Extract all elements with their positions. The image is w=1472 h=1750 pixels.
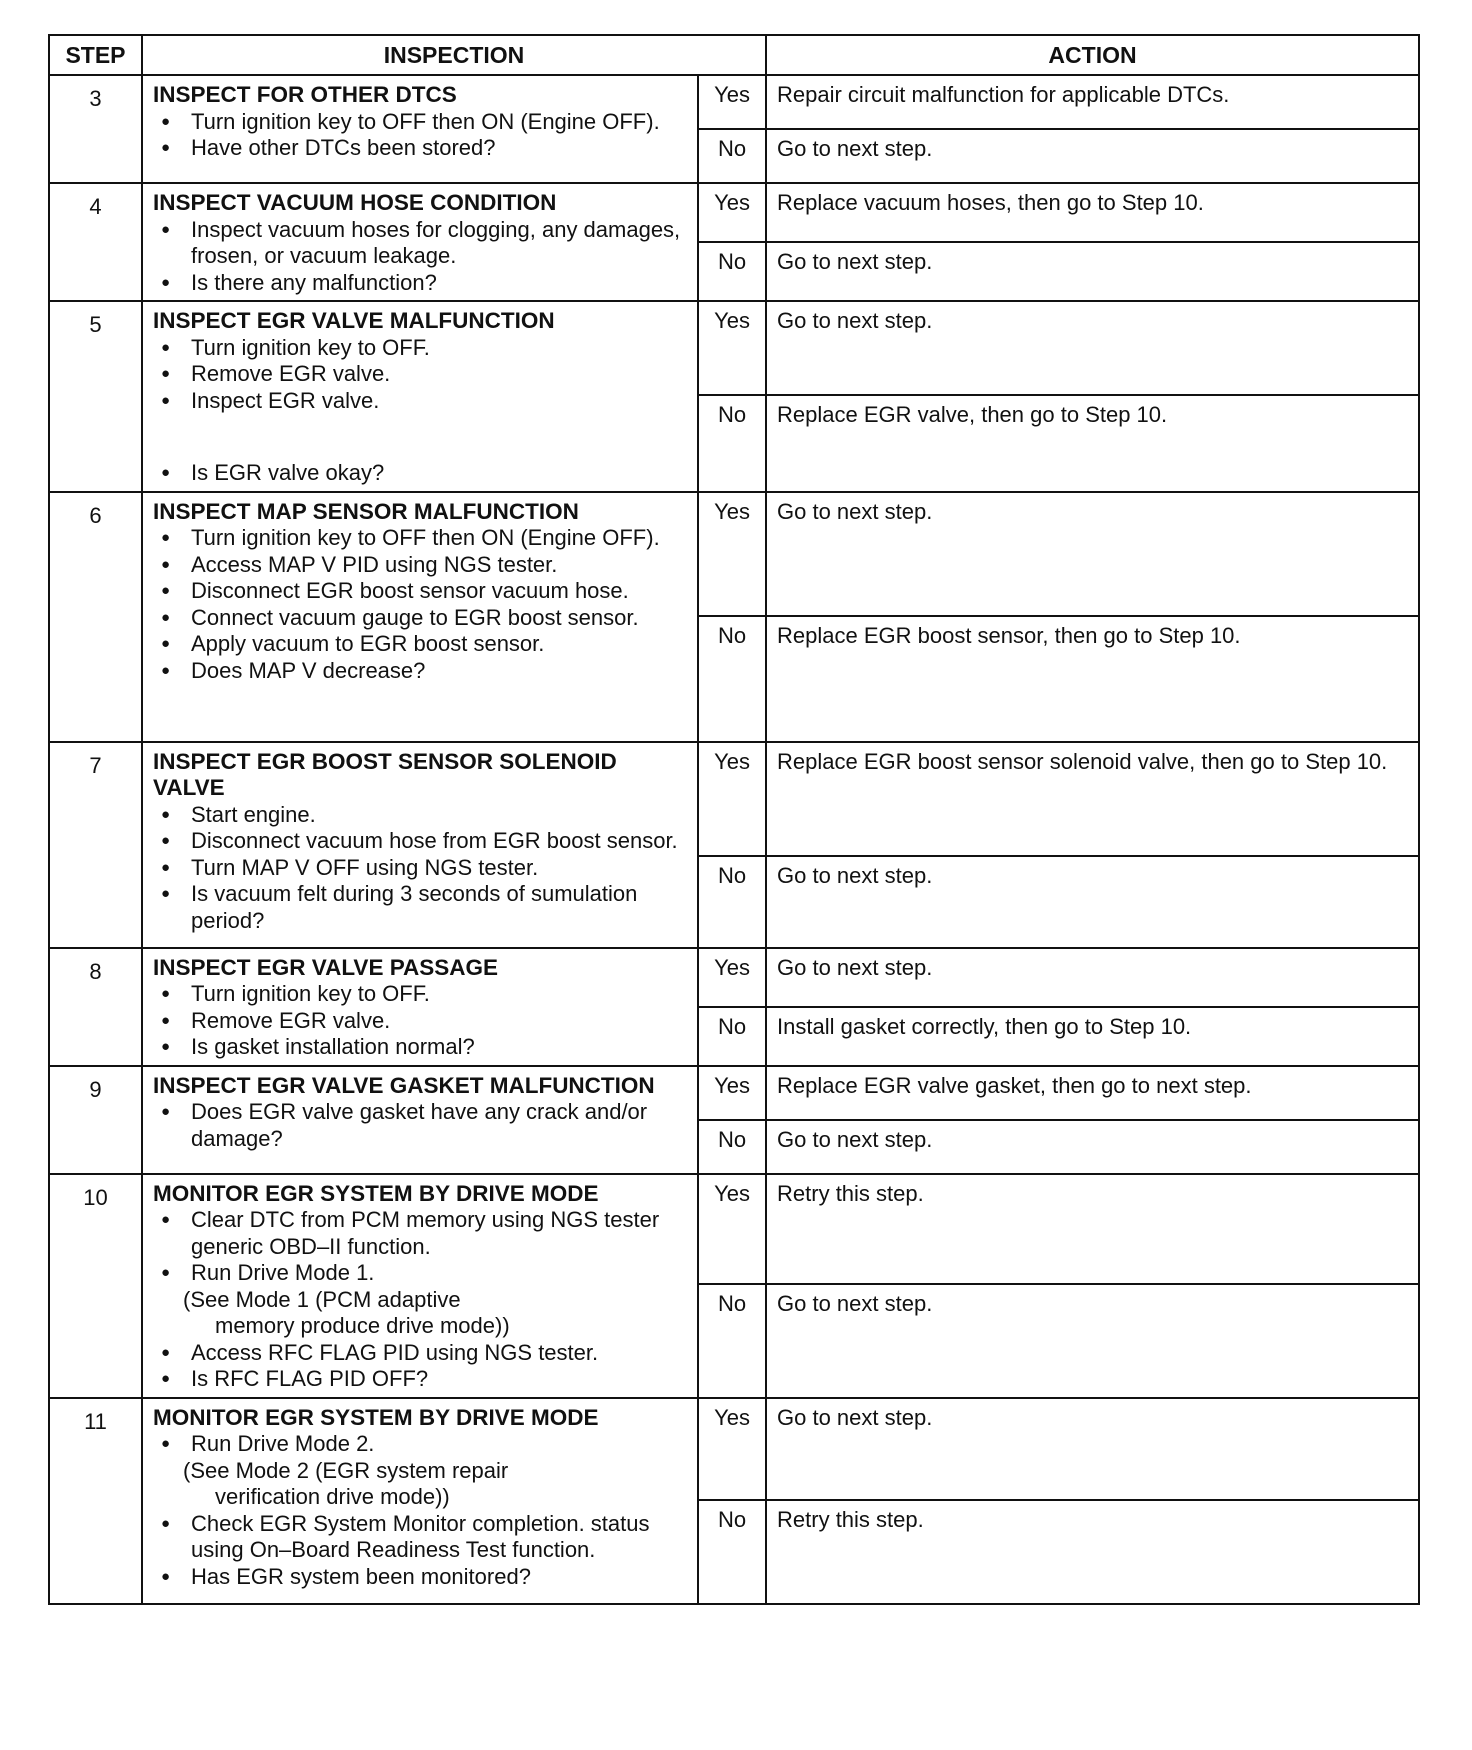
list-item: ● Turn ignition key to OFF.: [191, 981, 689, 1008]
no-action: Replace EGR valve, then go to Step 10.: [766, 395, 1419, 491]
inspection-table: [48, 34, 1420, 1605]
inspection-title: INSPECT EGR VALVE GASKET MALFUNCTION: [153, 1072, 655, 1098]
drive-mode-note: memory produce drive mode)): [215, 1313, 510, 1338]
inspection-list: [153, 1511, 689, 1591]
list-item: ● Turn ignition key to OFF then ON (Engine OFF).: [191, 109, 689, 136]
no-action: Install gasket correctly, then go to Step 10.: [766, 1007, 1419, 1066]
list-item: ● Remove EGR valve.: [191, 361, 689, 388]
table-header-row: [49, 35, 1419, 75]
yes-action: Repair circuit malfunction for applicable DTCs.: [766, 75, 1419, 129]
spacer: [153, 414, 689, 460]
list-item: ● Does MAP V decrease?: [191, 658, 689, 685]
inspection-title: INSPECT EGR VALVE MALFUNCTION: [153, 308, 555, 333]
list-item: ● Clear DTC from PCM memory using NGS tester generic OBD–II function.: [191, 1207, 689, 1260]
no-action: Go to next step.: [766, 1284, 1419, 1397]
list-item: ● Is gasket installation normal?: [191, 1034, 689, 1061]
step-number: 3: [49, 75, 142, 183]
list-item: ● Apply vacuum to EGR boost sensor.: [191, 631, 689, 658]
inspection-list: [153, 1207, 689, 1287]
table-row: [49, 492, 1419, 616]
list-item: ● Turn ignition key to OFF.: [191, 335, 689, 362]
table-row: [49, 183, 1419, 242]
step-number: 7: [49, 742, 142, 948]
yes-action: Replace EGR boost sensor solenoid valve, then go to Step 10.: [766, 742, 1419, 856]
drive-mode-note: (See Mode 1 (PCM adaptive: [183, 1286, 461, 1312]
list-item: ● Run Drive Mode 1.: [191, 1260, 689, 1287]
table-row: [49, 1398, 1419, 1500]
step-number: 8: [49, 948, 142, 1066]
yes-label: Yes: [698, 948, 766, 1007]
list-item: ● Turn ignition key to OFF then ON (Engine OFF).: [191, 525, 689, 552]
header-step: STEP: [49, 35, 142, 75]
yes-label: Yes: [698, 742, 766, 856]
inspection-list: [153, 460, 689, 487]
table-row: [49, 75, 1419, 129]
inspection-cell: [142, 1066, 698, 1174]
list-item: ● Access MAP V PID using NGS tester.: [191, 552, 689, 579]
no-action: Go to next step.: [766, 856, 1419, 948]
drive-mode-note: verification drive mode)): [215, 1484, 450, 1509]
yes-action: Replace EGR valve gasket, then go to next step.: [766, 1066, 1419, 1120]
inspection-cell: [142, 1398, 698, 1604]
yes-action: Retry this step.: [766, 1174, 1419, 1285]
diagnostic-procedure-page: [48, 34, 1418, 1605]
no-label: No: [698, 242, 766, 301]
list-item: ● Has EGR system been monitored?: [191, 1564, 689, 1591]
list-item: ● Start engine.: [191, 802, 689, 829]
inspection-list: [153, 802, 689, 935]
yes-label: Yes: [698, 1398, 766, 1500]
inspection-cell: [142, 742, 698, 948]
inspection-title: INSPECT EGR BOOST SENSOR SOLENOID VALVE: [153, 748, 617, 800]
inspection-cell: [142, 492, 698, 742]
inspection-title: MONITOR EGR SYSTEM BY DRIVE MODE: [153, 1404, 599, 1430]
yes-label: Yes: [698, 492, 766, 616]
inspection-list: [153, 335, 689, 415]
list-item: ● Is RFC FLAG PID OFF?: [191, 1366, 689, 1393]
inspection-list: [153, 525, 689, 684]
list-item: ● Run Drive Mode 2.: [191, 1431, 689, 1458]
inspection-title: INSPECT FOR OTHER DTCS: [153, 82, 457, 107]
no-label: No: [698, 1284, 766, 1397]
list-item: ● Inspect EGR valve.: [191, 388, 689, 415]
list-item: ● Disconnect EGR boost sensor vacuum hose.: [191, 578, 689, 605]
table-row: [49, 301, 1419, 395]
step-number: 4: [49, 183, 142, 301]
list-item: ● Inspect vacuum hoses for clogging, any damages, frosen, or vacuum leakage.: [191, 217, 689, 270]
no-label: No: [698, 1007, 766, 1066]
inspection-cell: [142, 948, 698, 1066]
inspection-list: [153, 217, 689, 297]
inspection-list: [153, 109, 689, 162]
list-item: ● Is vacuum felt during 3 seconds of sumulation period?: [191, 881, 689, 934]
yes-label: Yes: [698, 1174, 766, 1285]
inspection-cell: [142, 301, 698, 492]
list-item: ● Turn MAP V OFF using NGS tester.: [191, 855, 689, 882]
inspection-cell: [142, 183, 698, 301]
no-action: Go to next step.: [766, 242, 1419, 301]
yes-action: Go to next step.: [766, 1398, 1419, 1500]
inspection-cell: [142, 75, 698, 183]
no-label: No: [698, 1120, 766, 1174]
yes-action: Replace vacuum hoses, then go to Step 10.: [766, 183, 1419, 242]
list-item: ● Access RFC FLAG PID using NGS tester.: [191, 1340, 689, 1367]
inspection-list: [153, 1099, 689, 1152]
list-item: ● Is there any malfunction?: [191, 270, 689, 297]
yes-action: Go to next step.: [766, 492, 1419, 616]
inspection-cell: [142, 1174, 698, 1398]
table-row: [49, 1174, 1419, 1285]
no-action: Go to next step.: [766, 1120, 1419, 1174]
table-row: [49, 742, 1419, 856]
step-number: 10: [49, 1174, 142, 1398]
no-label: No: [698, 129, 766, 183]
drive-mode-note: (See Mode 2 (EGR system repair: [183, 1457, 509, 1483]
yes-label: Yes: [698, 1066, 766, 1120]
yes-label: Yes: [698, 301, 766, 395]
list-item: ● Does EGR valve gasket have any crack and/or damage?: [191, 1099, 689, 1152]
step-number: 11: [49, 1398, 142, 1604]
no-action: Go to next step.: [766, 129, 1419, 183]
step-number: 9: [49, 1066, 142, 1174]
no-action: Replace EGR boost sensor, then go to Step 10.: [766, 616, 1419, 742]
inspection-title: INSPECT VACUUM HOSE CONDITION: [153, 190, 557, 215]
table-row: [49, 948, 1419, 1007]
inspection-list: [153, 1431, 689, 1458]
list-item: ● Remove EGR valve.: [191, 1008, 689, 1035]
inspection-title: MONITOR EGR SYSTEM BY DRIVE MODE: [153, 1180, 599, 1206]
inspection-list: [153, 981, 689, 1061]
list-item: ● Disconnect vacuum hose from EGR boost sensor.: [191, 828, 689, 855]
table-row: [49, 1066, 1419, 1120]
step-number: 5: [49, 301, 142, 492]
yes-action: Go to next step.: [766, 948, 1419, 1007]
list-item: ● Connect vacuum gauge to EGR boost sensor.: [191, 605, 689, 632]
yes-action: Go to next step.: [766, 301, 1419, 395]
no-label: No: [698, 856, 766, 948]
inspection-list: [153, 1340, 689, 1393]
header-action: ACTION: [766, 35, 1419, 75]
step-number: 6: [49, 492, 142, 742]
no-action: Retry this step.: [766, 1500, 1419, 1604]
inspection-title: INSPECT EGR VALVE PASSAGE: [153, 954, 499, 980]
yes-label: Yes: [698, 75, 766, 129]
list-item: ● Is EGR valve okay?: [191, 460, 689, 487]
no-label: No: [698, 616, 766, 742]
yes-label: Yes: [698, 183, 766, 242]
no-label: No: [698, 1500, 766, 1604]
inspection-title: INSPECT MAP SENSOR MALFUNCTION: [153, 498, 579, 524]
list-item: ● Check EGR System Monitor completion. status using On–Board Readiness Test function.: [191, 1511, 689, 1564]
list-item: ● Have other DTCs been stored?: [191, 135, 689, 162]
header-inspection: INSPECTION: [142, 35, 766, 75]
no-label: No: [698, 395, 766, 491]
